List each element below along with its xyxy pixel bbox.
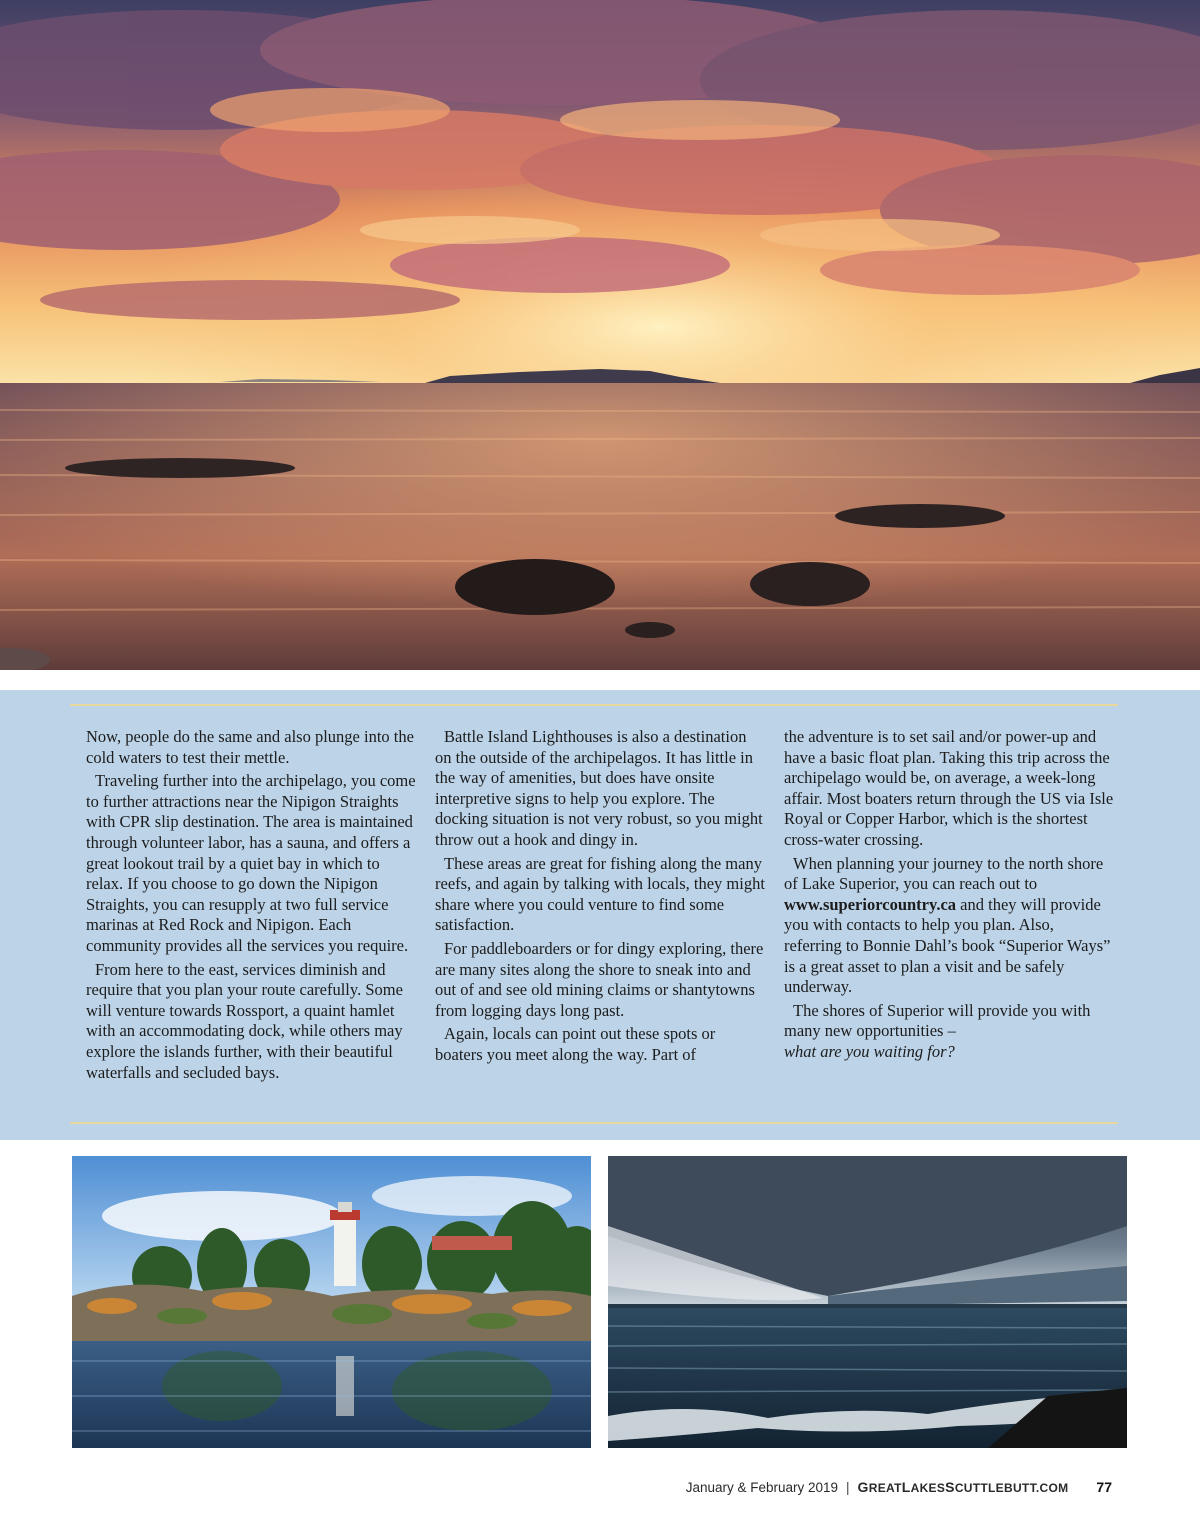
paragraph: Again, locals can point out these spots or boaters you meet along the way. Part of [435,1024,716,1064]
paragraph: the adventure is to set sail and/or power-up and have a basic float plan. Taking this trip across the archipelago would be, on average, a week-long affair. Most boaters return through the US via Isle Royal or Copper Harbor, which is the shortest cross-water crossing. [784,727,1114,849]
storm-over-lake-photo [608,1156,1127,1448]
paragraph: These areas are great for fishing along the many reefs, and again by talking with locals, they might share where you could venture to find some satisfaction. [435,853,765,935]
paragraph: Battle Island Lighthouses is also a destination on the outside of the archipelagos. It has little in the way of amenities, but does have onsite interpretive signs to help you explore. The docking situation is not very robust, so you might throw out a hook and dingy in. [435,727,763,849]
site-name-text: GREATLAKESSCUTTLEBUTT.COM [857,1479,1069,1495]
paragraph [784,1001,1114,1063]
article-text-band [0,690,1200,1140]
paragraph [784,854,1114,998]
page-footer [686,1477,1112,1497]
hero-sunset-photo [0,0,1200,670]
paragraph: Traveling further into the archipelago, you come to further attractions near the Nipigon Straights with CPR slip destination. The area is maintained through volunteer labor, has a sauna, and offers a great lookout trail by a quiet bay in which to relax. If you choose to go down the Nipigon Straights, you can resupply at two full service marinas at Red Rock and Nipigon. Each community provides all the services you require. [86,771,416,955]
page-number: 77 [1096,1479,1112,1495]
article-column-1 [86,727,416,1086]
lighthouse-photo [72,1156,591,1448]
paragraph: From here to the east, services diminish and require that you plan your route carefully. Some will venture towards Rossport, a quaint hamlet with an accommodating dock, while others may explore the islands further, with their beautiful waterfalls and secluded bays. [86,959,403,1082]
issue-date: January & February 2019 [685,1479,839,1495]
paragraph-text: and they will provide you with contacts to help you plan. Also, referring to Bonnie Dahl’s book “Superior Ways” is a great asset to plan a visit and be safely underway. [784,894,1111,997]
paragraph: Now, people do the same and also plunge into the cold waters to test their mettle. [86,727,414,767]
bottom-divider-rule [70,1122,1118,1124]
article-column-2 [435,727,765,1069]
closing-question: what are you waiting for? [784,1041,955,1061]
site-name [858,1479,1069,1495]
footer-separator: | [846,1479,850,1495]
website-link[interactable]: www.superiorcountry.ca [784,894,957,914]
top-divider-rule [70,704,1118,706]
paragraph: For paddleboarders or for dingy exploring, there are many sites along the shore to sneak into and out of and see old mining claims or shantytowns from logging days long past. [435,938,764,1020]
paragraph-text: The shores of Superior will provide you with many new opportunities – [784,1000,1091,1041]
article-column-3 [784,727,1114,1066]
paragraph-text: When planning your journey to the north shore of Lake Superior, you can reach out to [784,853,1104,894]
